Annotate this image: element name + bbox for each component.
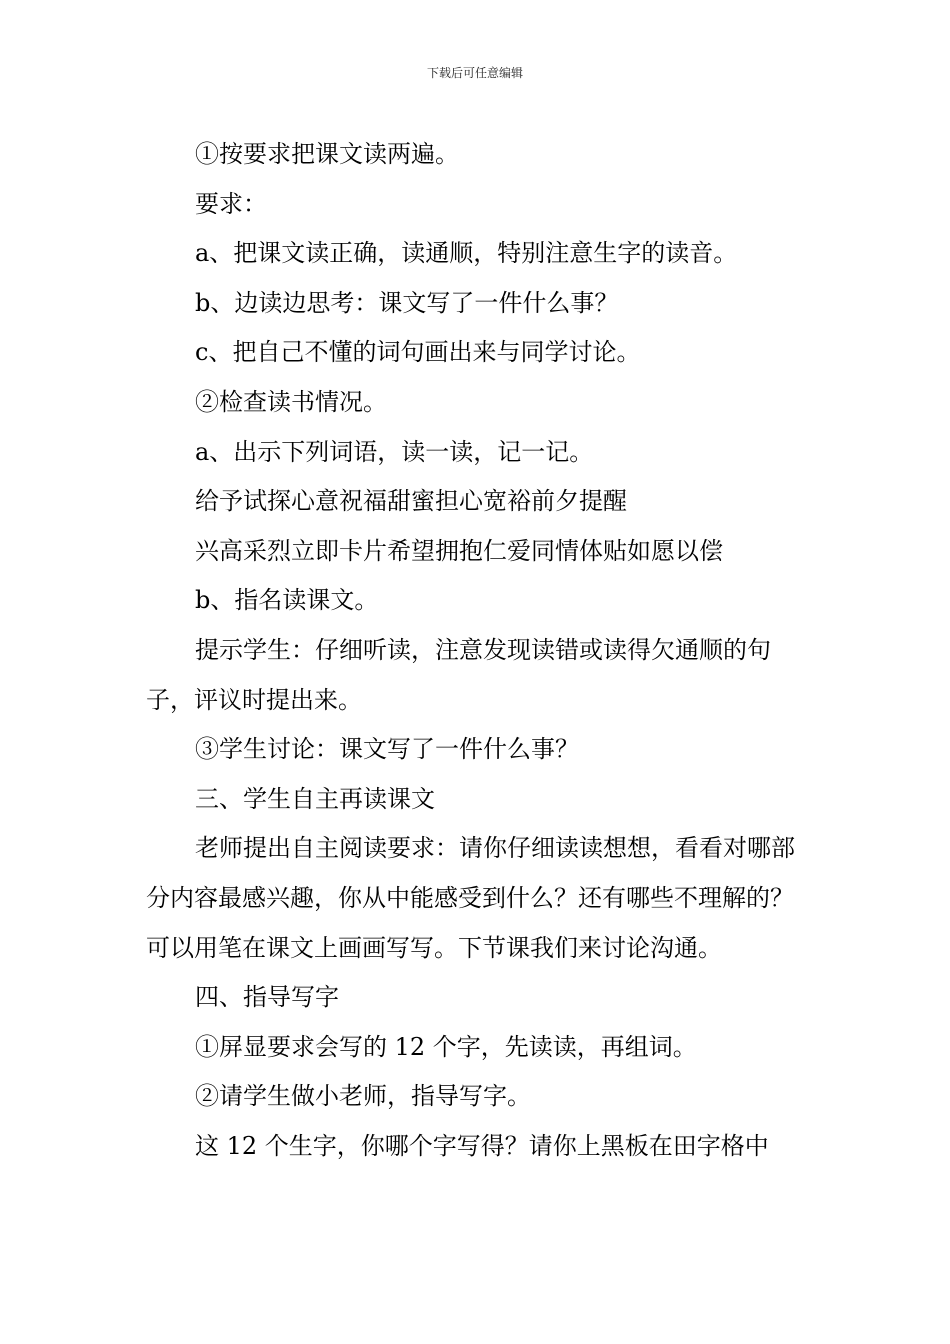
paragraph-teacher-requirements: 老师提出自主阅读要求：请你仔细读读想想，看看对哪部分内容最感兴趣，你从中能感受到什么？还有哪些不理解的？可以用笔在课文上画画写写。下节课我们来讨论沟通。 [146,834,795,962]
paragraph-twelve-characters: 这 12 个生字，你哪个字写得？请你上黑板在田字格中 [195,1131,769,1160]
paragraph-little-teacher: ②请学生做小老师，指导写字。 [195,1082,531,1111]
paragraph-check-reading: ②检查读书情况。 [195,387,387,416]
section-heading-three: 三、学生自主再读课文 [195,784,435,813]
paragraph-word-list-2: 兴高采烈立即卡片希望拥抱仁爱同情体贴如愿以偿 [195,536,723,565]
paragraph-screen-display: ①屏显要求会写的 12 个字，先读读，再组词。 [195,1032,697,1061]
section-heading-four: 四、指导写字 [195,983,339,1012]
paragraph-read-twice: ①按要求把课文读两遍。 [195,140,459,168]
page-header: 下载后可任意编辑 [426,66,523,80]
document-body [146,130,806,1171]
paragraph-req-c: c、把自己不懂的词句画出来与同学讨论。 [195,338,641,367]
paragraph-requirements: 要求： [195,189,267,218]
paragraph-student-discussion: ③学生讨论：课文写了一件什么事？ [195,735,579,764]
paragraph-req-a: a、把课文读正确，读通顺，特别注意生字的读音。 [195,239,738,268]
paragraph-req-b: b、边读边思考：课文写了一件什么事？ [195,288,619,317]
paragraph-word-list-1: 给予试探心意祝福甜蜜担心宽裕前夕提醒 [195,487,627,516]
paragraph-show-words: a、出示下列词语，读一读，记一记。 [195,437,594,466]
paragraph-name-reading: b、指名读课文。 [195,586,379,615]
paragraph-prompt-students: 提示学生：仔细听读，注意发现读错或读得欠通顺的句子，评议时提出来。 [146,635,771,714]
